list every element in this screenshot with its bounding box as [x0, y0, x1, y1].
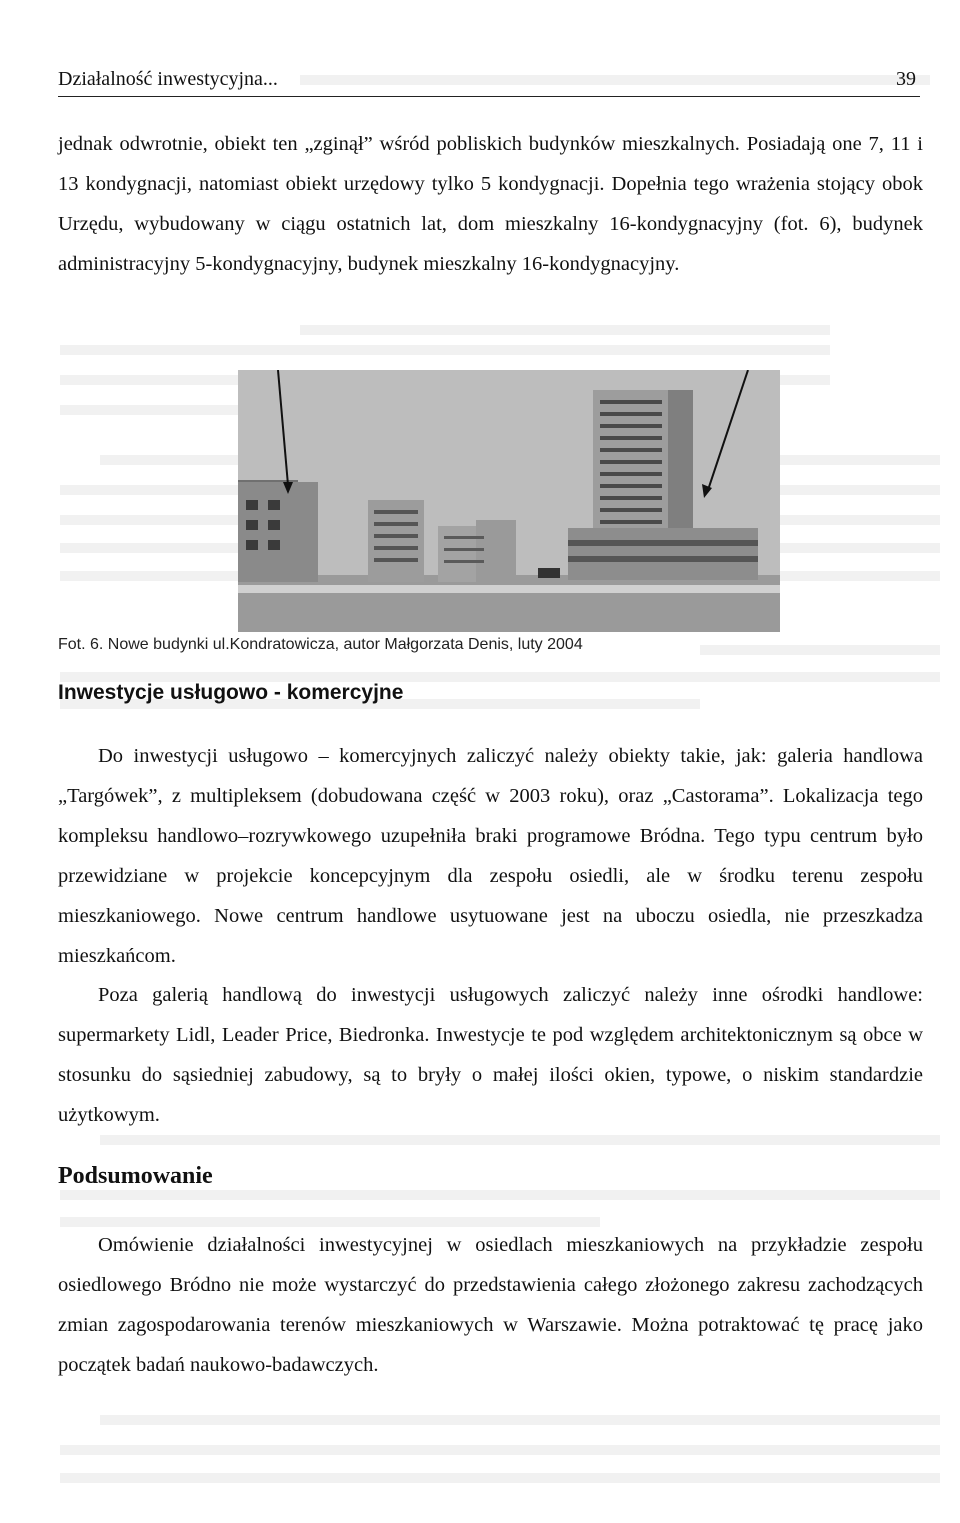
paragraph-4: Omówienie działalności inwestycyjnej w osiedlach mieszkaniowych na przykładzie zespołu osiedlowego Bródno nie może wystarczyć do przedstawienia całego złożonego zakresu zachodzących zmian zagospodarowania terenów mieszkaniowych w Warszawie. Można potraktować tę pracę jako początek badań naukowo-badawczych. — [58, 1234, 923, 1376]
photo-caption: Fot. 6. Nowe budynki ul.Kondratowicza, autor Małgorzata Denis, luty 2004 — [58, 636, 583, 653]
header-title: Działalność inwestycyjna... — [58, 68, 278, 90]
photo-new-buildings — [238, 370, 780, 632]
paragraph-1: jednak odwrotnie, obiekt ten „zginął” wśród pobliskich budynków mieszkalnych. Posiadają one 7, 11 i 13 kondygnacji, natomiast obiekt urzędowy tylko 5 kondygnacji. Dopełnia tego wrażenia stojący obok Urzędu, wybudowany w ciągu ostatnich lat, dom mieszkalny 16-kondygnacyjny (fot. 6), budynek administracyjny 5-kondygnacyjny, budynek mieszkalny 16-kondygnacyjny. — [58, 133, 923, 275]
photo-illustration — [238, 370, 780, 632]
running-header — [58, 66, 920, 97]
paragraph-2: Do inwestycji usługowo – komercyjnych zaliczyć należy obiekty takie, jak: galeria handlowa „Targówek”, z multipleksem (dobudowana część w 2003 roku), oraz „Castorama”. Lokalizacja tego kompleksu handlowo–rozrywkowego uzupełniła braki programowe Bródna. Tego typu centrum było przewidziane w projekcie koncepcyjnym dla zespołu osiedli, ale w środku terenu zespołu mieszkaniowego. Nowe centrum handlowe usytuowane jest na uboczu osiedla, nie przeszkadza mieszkańcom. — [58, 745, 923, 967]
section-heading-services: Inwestycje usługowo - komercyjne — [58, 681, 404, 704]
paragraph-3: Poza galerią handlową do inwestycji usługowych zaliczyć należy inne ośrodki handlowe: supermarkety Lidl, Leader Price, Biedronka. Inwestycje te pod względem architektonicznym są obce w stosunku do sąsiedniej zabudowy, są to bryły o małej ilości okien, typowe, o niskim standardzie użytkowym. — [58, 984, 923, 1126]
page-number: 39 — [896, 68, 916, 90]
section-heading-summary: Podsumowanie — [58, 1163, 213, 1189]
